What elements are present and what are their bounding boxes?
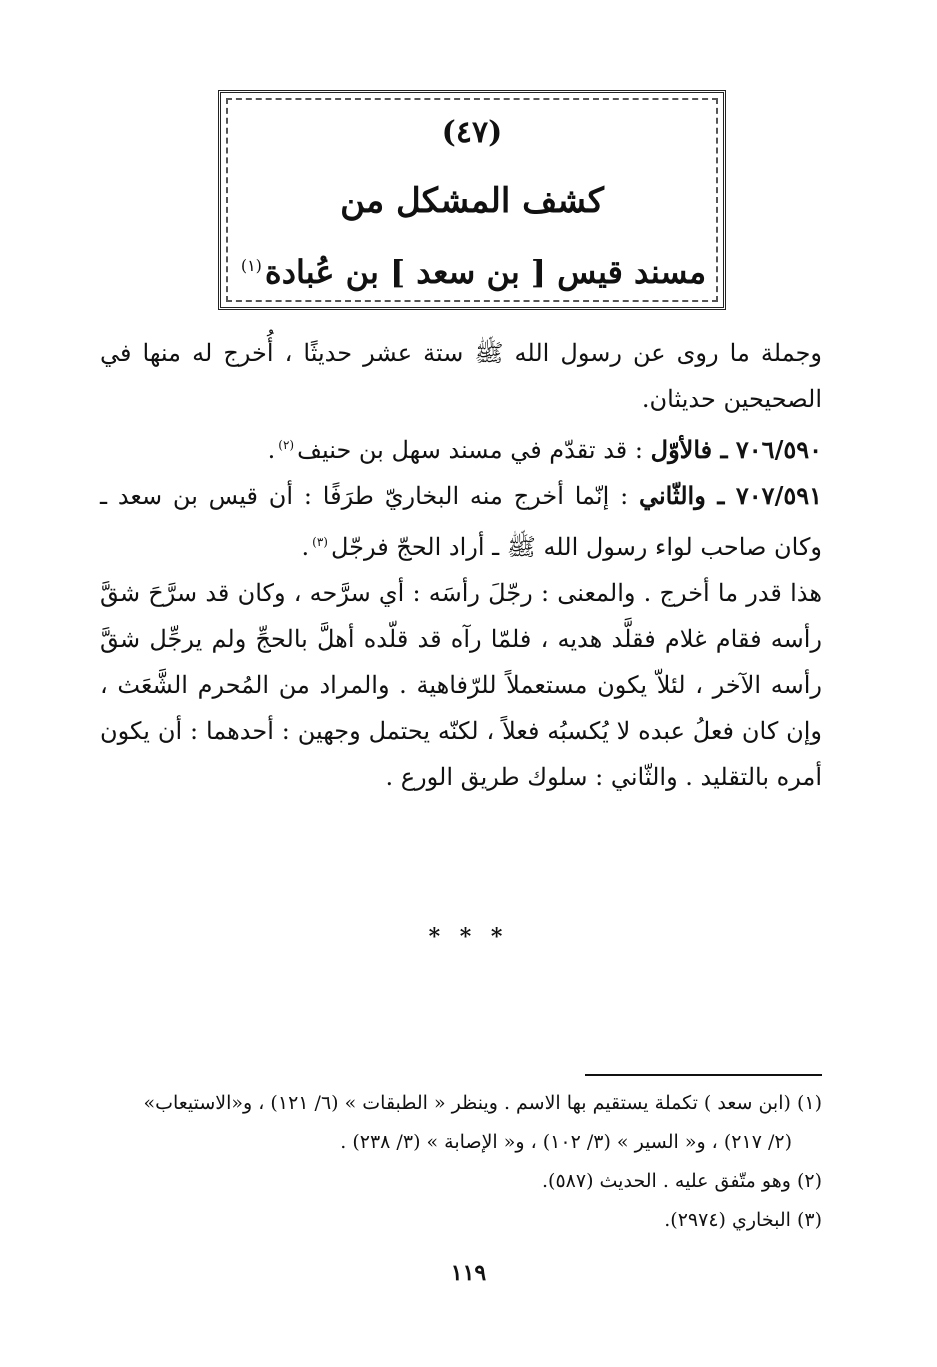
commentary-paragraph: هذا قدر ما أخرج . والمعنى : رجّلَ رأسَه : أي سرَّحه ، وكان قد سرَّحَ شقَّ رأسه فقام غلام فقلَّد هديه ، فلمّا رآه قد قلّده أهلَّ بالحجِّ ولم يرجِّل شقَّ رأسه الآخر ، لئلاّ يكون مستعملاً للرّفاهية . والمراد من المُحرم الشَّعَث ، وإن كان فعلُ عبده لا يُكسبُه فعلاً ، لكنّه يحتمل وجهين : أحدهما : أن يكون أمره بالتقليد . والثّاني : سلوك طريق الورع . xyxy=(100,579,823,791)
intro-paragraph: وجملة ما روى عن رسول الله ﷺ ستة عشر حديثًا ، أُخرج له منها في الصحيحين حديثان. xyxy=(100,339,822,413)
chapter-subtitle-text: مسند قيس [ بن سعد ] بن عُبادة xyxy=(264,253,707,291)
section-separator: * * * xyxy=(428,924,509,950)
chapter-number: (٤٧) xyxy=(441,115,503,150)
footnote-1: (١) (ابن سعد ) تكملة يستقيم بها الاسم . وينظر « الطبقات » (٦/ ١٢١) ، و«الاستيعاب» xyxy=(143,1092,822,1114)
chapter-title: كشف المشكل من xyxy=(340,181,604,221)
hadith-2-number: ٧٠٧/٥٩١ ـ والثّاني xyxy=(638,481,822,510)
hadith-2-end: . xyxy=(301,533,310,561)
footnote-ref-3: (٣) xyxy=(312,535,328,549)
hadith-1-end: . xyxy=(267,436,276,464)
hadith-2 xyxy=(100,473,822,570)
footnote-1-continued: (٢/ ٢١٧) ، و« السير » (٣/ ١٠٢) ، و« الإصابة » (٣/ ٢٣٨) . xyxy=(340,1131,792,1153)
footnotes xyxy=(100,1084,822,1240)
page-number: ١١٩ xyxy=(450,1260,487,1286)
chapter-subtitle xyxy=(221,253,723,291)
footnote-3: (٣) البخاري (٢٩٧٤). xyxy=(664,1209,822,1231)
main-text xyxy=(100,330,822,800)
footnote-ref-2: (٢) xyxy=(278,438,295,452)
footnote-2: (٢) وهو متّفق عليه . الحديث (٥٨٧). xyxy=(542,1170,822,1192)
hadith-1-number: ٧٠٦/٥٩٠ ـ فالأوّل xyxy=(650,435,822,464)
footnote-rule xyxy=(585,1074,822,1076)
hadith-1-text: : قد تقدّم في مسند سهل بن حنيف xyxy=(297,436,643,464)
hadith-1 xyxy=(100,422,822,473)
footnote-ref-1: (١) xyxy=(240,256,262,276)
chapter-title-box xyxy=(218,90,726,310)
hadith-2-text: : إنّما أخرج منه البخاريّ طرَفًا : أن قيس بن سعد ـ وكان صاحب لواء رسول الله ﷺ ـ أراد الحجّ فرجّل xyxy=(100,482,822,561)
